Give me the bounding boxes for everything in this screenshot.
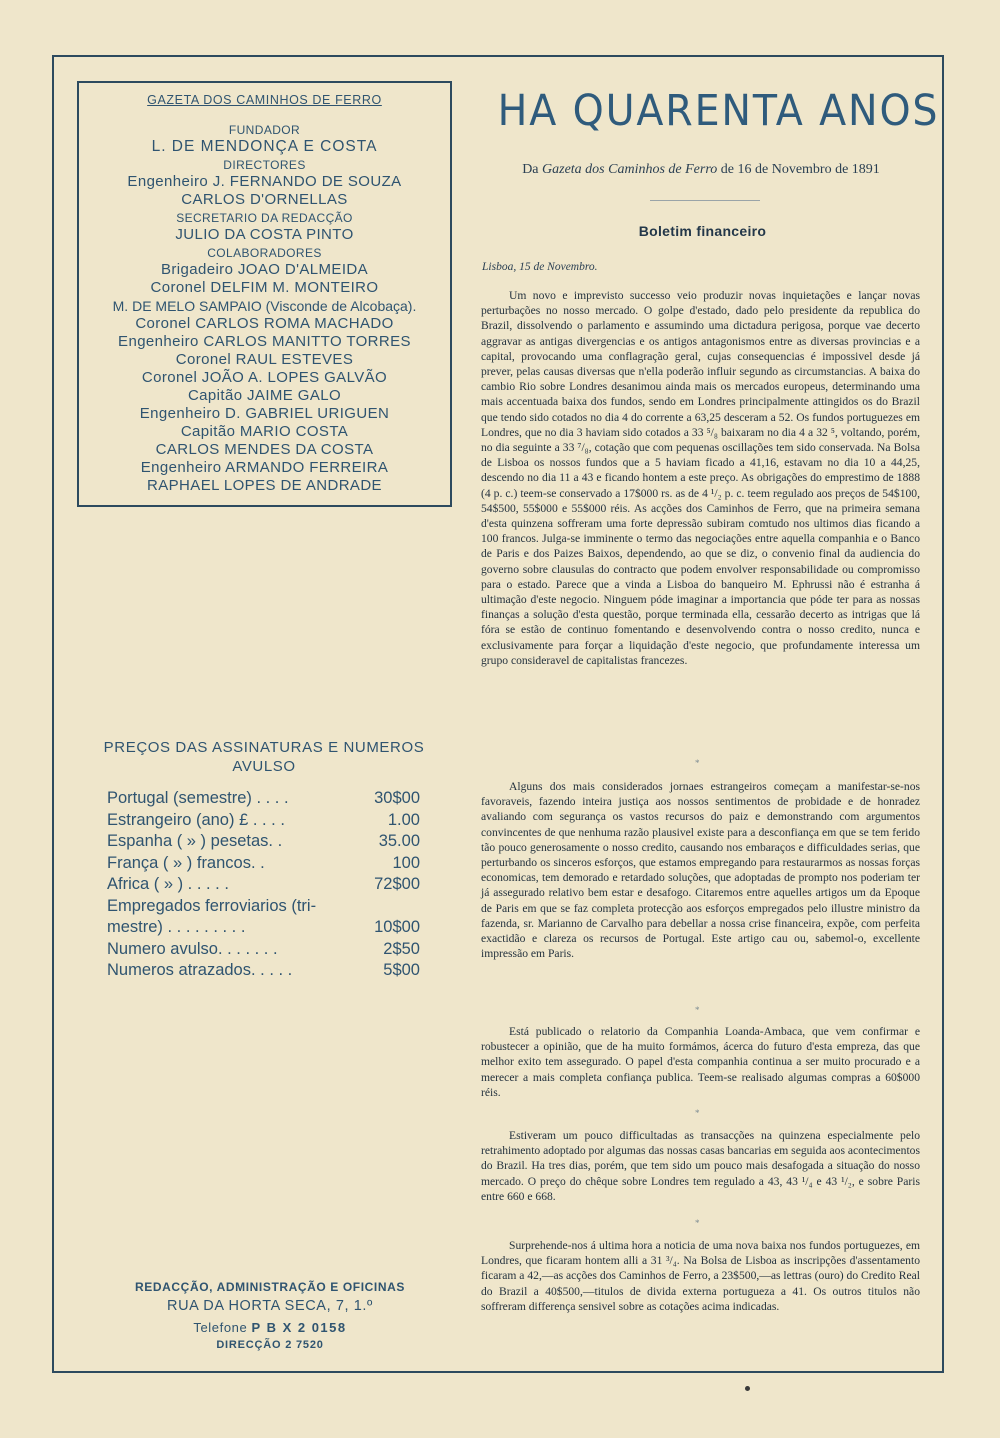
subscription-prices	[84, 738, 444, 982]
colaboradores-heading: COLABORADORES	[207, 246, 322, 260]
article-paragraph-4	[481, 1128, 920, 1204]
price-value: 1.00	[387, 810, 420, 829]
subline-post: de 16 de Novembro de 1891	[720, 162, 880, 177]
director-name: CARLOS D'ORNELLAS	[181, 191, 348, 208]
colaborador-name: Coronel DELFIM M. MONTEIRO	[150, 279, 379, 296]
phone-value: P B X 2 0158	[251, 1320, 347, 1335]
colaborador-name: CARLOS MENDES DA COSTA	[155, 441, 374, 458]
phone-label: Telefone	[193, 1320, 248, 1335]
price-value: 5$00	[383, 961, 420, 979]
secretario-heading: SECRETARIO DA REDACÇÃO	[176, 211, 353, 225]
subline-italic: Gazeta dos Caminhos de Ferro	[542, 162, 718, 177]
colaborador-name: Engenheiro CARLOS MANITTO TORRES	[118, 333, 411, 350]
separator-star: *	[695, 758, 700, 768]
fundador-name: L. DE MENDONÇA E COSTA	[151, 138, 378, 155]
price-label: mestre) . . . . . . . . .	[107, 918, 246, 936]
price-label: Numeros atrazados. . . . .	[107, 961, 293, 979]
price-label: Estrangeiro (ano) £ . . . .	[107, 810, 285, 829]
masthead-title	[79, 93, 450, 107]
price-label: Empregados ferroviarios (tri-	[107, 896, 317, 915]
price-value: 35.00	[378, 832, 420, 850]
price-row	[107, 788, 444, 810]
price-label: Portugal (semestre) . . . .	[107, 789, 289, 807]
price-label: Africa ( » ) . . . . .	[107, 875, 229, 893]
separator-star: *	[695, 1108, 700, 1118]
price-value: 2$50	[383, 939, 420, 958]
price-table	[84, 788, 444, 982]
colaborador-name: Coronel JOÃO A. LOPES GALVÃO	[141, 369, 388, 386]
address-phone	[100, 1320, 440, 1339]
paragraph-text: Alguns dos mais considerados jornaes estrangeiros começam a manifestar-se-nos favoraveis, fazendo inteira justiça aos nossos sentimentos de probidade e de honradez avaliando com segurança os vastos recursos do paiz e demonstrando com argumentos convincentes de que nenhuma razão plausivel existe para a desconfiança em que se tem ferido tão pouco generosamente o nosso credito, causando nos embaraços e difficuldades serias, que perturbando os sinceros esforços, que estamos empregando para restaurarmos as nossas forças economicas, tem demorado e retardado soluções, que adoptadas de prompto nos poderiam ter já assegurado relativo bem estar e desafogo. Citaremos entre aquelles artigos um da Epoque de Paris em que se faz completa protecção aos esforços empregados pelo illustre ministro da fazenda, sr. Marianno de Carvalho para debellar a nossa crise financeira, expõe, com perfeita exactidão e clareza os recursos de Portugal. Este artigo cau ou, sabemol-o, excellente impressão em Paris.	[481, 780, 920, 961]
subline-pre: Da	[522, 162, 539, 177]
separator-star: *	[695, 1218, 700, 1228]
price-row	[107, 939, 444, 961]
colaborador-name: Engenheiro D. GABRIEL URIGUEN	[139, 405, 390, 422]
masthead-box	[77, 81, 452, 507]
article-headline: HA QUARENTA ANOS	[497, 86, 940, 136]
article-dateline: Lisboa, 15 de Novembro.	[482, 261, 598, 273]
director-name: Engenheiro J. FERNANDO DE SOUZA	[127, 173, 402, 190]
price-value: 30$00	[374, 789, 420, 807]
price-row	[107, 874, 444, 896]
price-row	[107, 810, 444, 832]
colaborador-name: Coronel CARLOS ROMA MACHADO	[135, 315, 394, 332]
address-block	[100, 1280, 440, 1351]
paragraph-text: Estiveram um pouco difficultadas as transacções na quinzena especialmente pelo retrahimento adoptado por algumas das nossas casas bancarias em seguida aos acontecimentos do Brazil. Ha tres dias, porém, que tem sido um pouco mais desafogada a situação do nosso mercado. O preço do chêque sobre Londres tem regulado a 43, 43 ¹/₄ e 43 ¹/₂, e sobre Paris entre 660 e 668.	[481, 1129, 920, 1203]
paper-spot	[745, 1386, 750, 1391]
colaborador-name: Capitão JAIME GALO	[187, 387, 342, 404]
directores-heading: DIRECTORES	[223, 158, 306, 172]
price-row	[107, 960, 444, 982]
colaborador-name: Coronel RAUL ESTEVES	[175, 351, 354, 368]
price-row	[107, 917, 444, 939]
article-paragraph-1	[481, 288, 920, 668]
price-label: França ( » ) francos. .	[107, 853, 265, 872]
prices-title: PREÇOS DAS ASSINATURAS E NUMEROS AVULSO	[103, 739, 425, 775]
address-line-street: RUA DA HORTA SECA, 7, 1.º	[167, 1298, 373, 1314]
divider-rule	[650, 200, 760, 201]
address-line-office: REDACÇÃO, ADMINISTRAÇÃO E OFICINAS	[135, 1280, 405, 1294]
article-paragraph-2	[481, 779, 920, 961]
article-paragraph-5	[481, 1238, 920, 1314]
price-label: Espanha ( » ) pesetas. .	[107, 832, 283, 850]
price-row	[107, 896, 444, 918]
paragraph-text: Surprehende-nos á ultima hora a noticia de uma nova baixa nos fundos portuguezes, em Londres, que ficaram hontem alli a 31 ³/₄. Na Bolsa de Lisboa as inscripções d'assentamento ficaram a 42,—as acções dos Caminhos de Ferro, a 23$500,—as lettras (ouro) do Credito Real do Brazil a 40$500,—titulos de divida externa portugueza a 41. Os outros titulos não soffreram differença sensivel sobre as cotações acima indicadas.	[481, 1239, 920, 1313]
price-value: 72$00	[374, 875, 420, 893]
price-row	[107, 853, 444, 875]
colaborador-name: RAPHAEL LOPES DE ANDRADE	[147, 477, 382, 494]
article-paragraph-3	[481, 1024, 920, 1100]
price-value: 10$00	[374, 918, 420, 936]
masthead-title-text: GAZETA DOS CAMINHOS DE FERRO	[147, 93, 382, 107]
colaborador-name: M. DE MELO SAMPAIO (Visconde de Alcobaça).	[112, 298, 417, 314]
colaborador-name: Brigadeiro JOAO D'ALMEIDA	[160, 261, 369, 278]
price-row	[107, 831, 444, 853]
colaborador-name: Engenheiro ARMANDO FERREIRA	[140, 459, 389, 476]
fundador-heading: FUNDADOR	[228, 123, 301, 137]
address-direccao: DIRECÇÃO 2 7520	[216, 1339, 324, 1351]
price-value: 100	[392, 853, 420, 872]
paragraph-text: Está publicado o relatorio da Companhia Loanda-Ambaca, que vem confirmar e robustecer a opinião, que de ha muito formámos, ácerca do futuro d'esta empreza, das que melhor exito tem assegurado. O papel d'esta companhia continua a ser muito procurado e a merecer a mais completa confiança publica. Teem-se realisado algumas compras a 60$000 réis.	[481, 1025, 920, 1099]
price-label: Numero avulso. . . . . . .	[107, 939, 278, 958]
secretario-name: JULIO DA COSTA PINTO	[175, 226, 354, 243]
colaborador-name: Capitão MARIO COSTA	[180, 423, 349, 440]
separator-star: *	[695, 1005, 700, 1015]
masthead-list	[79, 121, 450, 495]
section-title: Boletim financeiro	[638, 223, 767, 239]
article-subline	[480, 162, 922, 178]
paragraph-text: Um novo e imprevisto successo veio produzir novas inquietações e lançar novas perturbações no nosso mercado. O golpe d'estado, dado pelo presidente da republica do Brazil, dissolvendo o parlamento e assumindo uma dictadura perigosa, porque vae decerto aggravar as antigas divergencias e os antigos antagonismos entre as diversas provincias e a capital, provocando uma conflagração geral, cujas consequencias é impossivel desde já prever, pelas causas diversas que n'ella poderão influir segundo as circumstancias. A baixa do cambio Rio sobre Londres desanimou ainda mais os mercados europeus, determinando uma mais accentuada baixa dos fundos, sendo em Londres principalmente attingidos os do Brazil que tendo sido cotados no dia 4 do corrente a 63,25 desceram a 52. Os fundos portuguezes em Londres, que no dia 3 haviam sido cotados a 33 ⁵/₈ baixaram no dia 4 a 32 ⁵, voltando, porém, no dia seguinte a 33 ⁷/₈, cotação que com pequenas oscillações tem sido conservada. Na Bolsa de Lisboa os nossos fundos que a 5 haviam ficado a 41,16, estavam no dia 10 a 44,25, descendo no dia 11 a 43 e ficando hontem a este preço. As obrigações do emprestimo de 1888 (4 p. c.) teem-se conservado a 17$000 rs. as de 4 ¹/₂ p. c. teem regulado aos preços de 54$100, 54$500, 55$000 e 55$000 réis. As acções dos Caminhos de Ferro, que na primeira semana d'esta quinzena soffreram uma forte depressão subiram comtudo nos ultimos dias ficando a 100 francos. Julga-se imminente o termo das negociações entre aquella companhia e o Banco de Paris e dos Paizes Baixos, dependendo, ao que se diz, o convenio final da audiencia do governo sobre clausulas do contracto que podem envolver responsabilidade ou compromisso para o estado. Parece que a vinda a Lisboa do banqueiro M. Ephrussi não é estranha á ultimação d'este negocio. Ninguem póde imaginar a importancia que póde ter para as nossas finanças a solução d'esta questão, porque terminada ella, cessarão decerto as intrigas que lá fóra se estão de continuo fomentando e desenvolvendo contra o nosso credito, nunca e exclusivamente para forçar a liquidação d'este negocio, que profundamente interessa um grupo consideravel de capitalistas francezes.	[481, 289, 920, 667]
